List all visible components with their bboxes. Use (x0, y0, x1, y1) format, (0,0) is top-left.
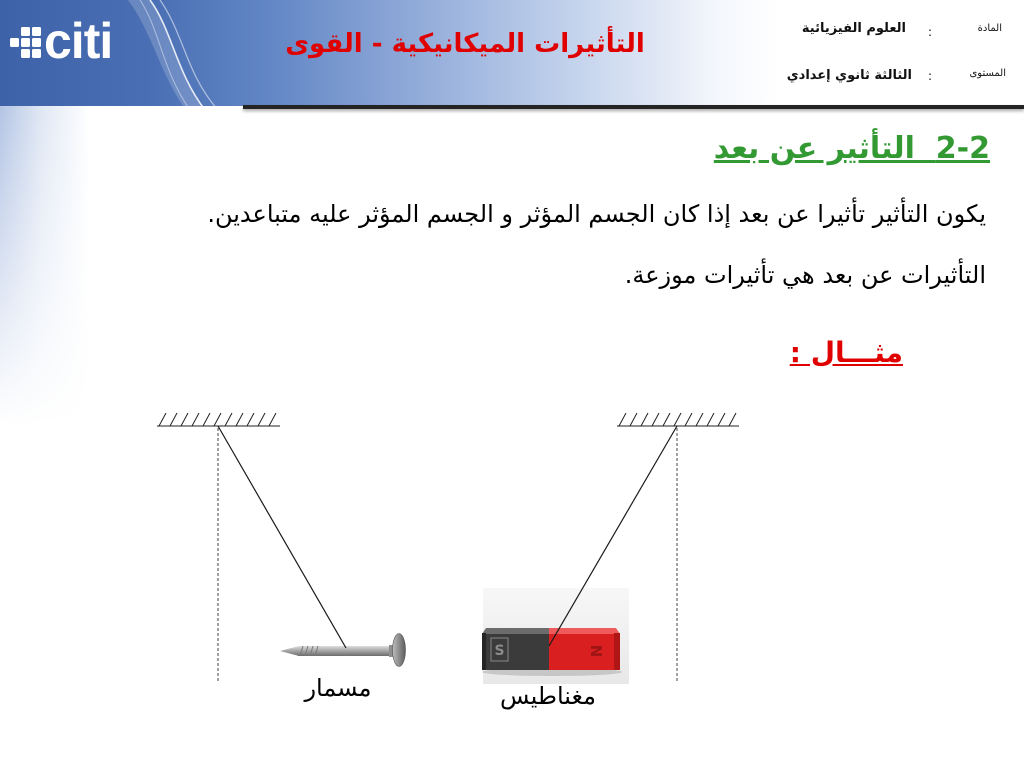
left-support-hatch (159, 413, 276, 426)
citi-logo-text: citi (44, 13, 113, 69)
nail-tip (280, 646, 299, 656)
left-string (218, 426, 346, 648)
right-support-hatch (619, 413, 736, 426)
nail (280, 634, 406, 667)
magnet-south-pole-letter: S (494, 643, 505, 659)
nail-head (393, 634, 406, 667)
section-heading: 2-2 التأثير عن بعد (713, 131, 990, 166)
magnet-north-pole-letter: N (588, 644, 606, 658)
nail-label: مسمار (304, 674, 372, 702)
meta-subject-value: العلوم الفيزيائية (801, 21, 906, 36)
right-ceiling-support (617, 413, 739, 426)
magnet-north-top-face (549, 628, 620, 634)
left-ceiling-support (157, 413, 280, 426)
definition-paragraph: يكون التأثير تأثيرا عن بعد إذا كان الجسم المؤثر و الجسم المؤثر عليه متباعدين. (207, 200, 986, 228)
magnet-north-end-face (614, 633, 620, 670)
distributed-effects-paragraph: التأثيرات عن بعد هي تأثيرات موزعة. (624, 261, 986, 289)
magnet-north-pole (549, 633, 620, 670)
magnet-south-top-face (482, 628, 549, 634)
meta-subject-label: المادة (977, 23, 1002, 34)
slide-title: التأثيرات الميكانيكية - القوى (285, 29, 645, 59)
meta-subject-separator: : (928, 25, 933, 39)
magnet-south-end-face (482, 633, 486, 670)
example-label: مثـــال : (789, 336, 903, 369)
meta-level-separator: : (928, 69, 933, 83)
meta-level-label: المستوى (969, 68, 1006, 79)
magnet-label: مغناطيس (500, 682, 596, 710)
meta-level-value: الثالثة ثانوي إعدادي (786, 68, 912, 83)
